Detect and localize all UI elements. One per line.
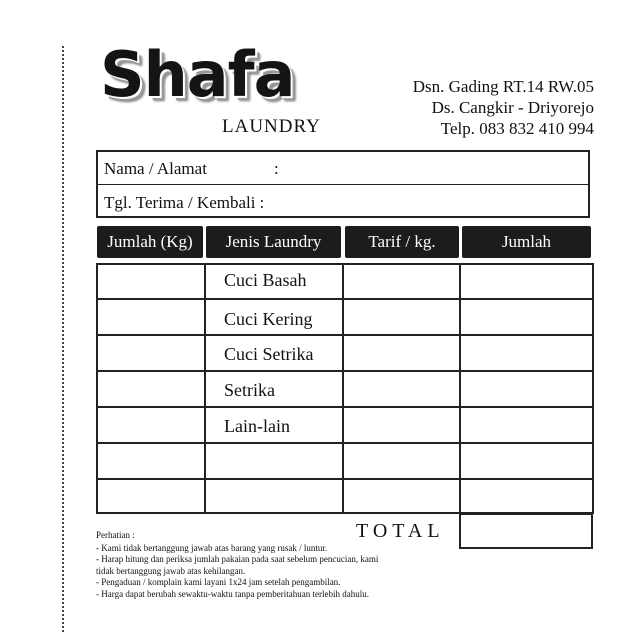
perforation-line <box>62 46 64 632</box>
address-line-1: Dsn. Gading RT.14 RW.05 <box>412 77 594 96</box>
date-colon: : <box>259 193 265 212</box>
header-laundry-type: Jenis Laundry <box>206 226 341 258</box>
note-item: - Harap hitung dan periksa jumlah pakaian pada saat sebelum pencucian, kami <box>96 554 379 564</box>
business-address <box>413 76 594 139</box>
total-amount-box[interactable] <box>459 513 593 549</box>
name-address-label: Nama / Alamat <box>104 159 207 178</box>
brand-subtitle: LAUNDRY <box>222 116 321 137</box>
item-lain-lain: Lain-lain <box>224 416 290 436</box>
note-item: tidak bertanggung jawab atas kehilangan. <box>96 565 246 576</box>
total-label: TOTAL <box>356 520 445 542</box>
note-item: - Pengaduan / komplain kami layani 1x24 jam setelah pengambilan. <box>96 577 341 587</box>
date-label: Tgl. Terima / Kembali <box>104 193 256 212</box>
terms-notes <box>96 530 446 600</box>
note-item: - Kami tidak bertanggung jawab atas barang yang rusak / luntur. <box>96 542 328 553</box>
header-rate: Tarif / kg. <box>345 226 459 258</box>
notes-title: Perhatian : <box>96 530 135 540</box>
header-amount: Jumlah <box>462 226 591 258</box>
item-cuci-kering: Cuci Kering <box>224 309 313 329</box>
name-address-colon: : <box>274 159 279 178</box>
item-setrika: Setrika <box>224 380 275 400</box>
item-cuci-basah: Cuci Basah <box>224 270 307 290</box>
header-quantity: Jumlah (Kg) <box>97 226 203 258</box>
brand-logo: Shafa <box>100 38 295 111</box>
order-table <box>96 263 594 545</box>
note-item: - Harga dapat berubah sewaktu-waktu tanpa pemberitahuan terlebih dahulu. <box>96 588 369 599</box>
address-line-2: Ds. Cangkir - Driyorejo <box>431 98 594 117</box>
date-field[interactable] <box>98 186 588 219</box>
item-cuci-setrika: Cuci Setrika <box>224 344 314 364</box>
address-phone: Telp. 083 832 410 994 <box>440 119 594 138</box>
name-address-field[interactable] <box>98 152 588 185</box>
customer-info-box <box>96 150 590 218</box>
